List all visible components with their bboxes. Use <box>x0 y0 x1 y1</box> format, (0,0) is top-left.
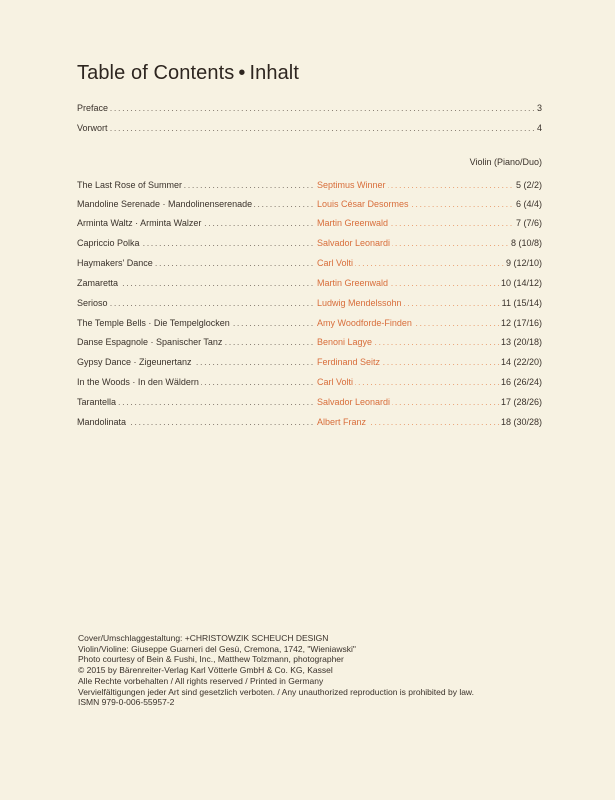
entry-title-wrap <box>77 101 110 115</box>
imprint-line: Vervielfältigungen jeder Art sind gesetzlich verboten. / Any unauthorized reproduction is prohibited by law. <box>78 686 474 697</box>
dot-leader <box>77 296 315 310</box>
entry-pages: 11 (15/14) <box>501 298 542 308</box>
toc-row[interactable] <box>77 256 542 270</box>
title-segment <box>77 335 315 349</box>
entry-title: Gypsy Dance · Zigeunertanz <box>77 357 192 367</box>
toc-row[interactable] <box>77 276 542 290</box>
toc-row[interactable] <box>77 375 542 389</box>
entry-composer: Louis César Desormes <box>317 199 409 209</box>
title-english: Table of Contents <box>77 62 235 84</box>
entry-page: 4 <box>536 123 542 133</box>
contents-column-heading: Violin (Piano/Duo) <box>469 157 542 167</box>
toc-row[interactable] <box>77 395 542 409</box>
composer-segment <box>317 395 542 409</box>
entry-composer: Salvador Leonardi <box>317 238 391 248</box>
entry-title: Vorwort <box>77 123 108 133</box>
composer-segment <box>317 276 542 290</box>
toc-row[interactable] <box>77 178 542 192</box>
imprint-line: Photo courtesy of Bein & Fushi, Inc., Matthew Tolzmann, photographer <box>78 654 344 665</box>
entry-pages: 12 (17/16) <box>500 318 542 328</box>
entry-title: Mandolinata <box>77 417 127 427</box>
entry-composer: Albert Franz <box>317 417 367 427</box>
entry-title: Tarantella <box>77 397 117 407</box>
entry-pages: 18 (30/28) <box>500 417 542 427</box>
title-segment <box>77 355 315 369</box>
toc-row[interactable] <box>77 415 542 429</box>
composer-segment <box>317 197 542 211</box>
toc-row[interactable] <box>77 316 542 330</box>
dot-leader <box>77 121 542 135</box>
title-segment <box>77 178 315 192</box>
imprint-line: © 2015 by Bärenreiter-Verlag Karl Vötterle GmbH & Co. KG, Kassel <box>78 665 333 676</box>
toc-row[interactable] <box>77 197 542 211</box>
title-segment <box>77 256 315 270</box>
imprint-line: Violin/Violine: Giuseppe Guarneri del Gesù, Cremona, 1742, "Wieniawski" <box>78 643 356 654</box>
entry-composer: Benoni Lagye <box>317 337 373 347</box>
dot-leader <box>77 101 542 115</box>
entry-title-wrap <box>77 121 110 135</box>
entry-title: Zamaretta <box>77 278 119 288</box>
entry-pages: 6 (4/4) <box>515 199 542 209</box>
title-segment <box>77 216 315 230</box>
entry-title: In the Woods · In den Wäldern <box>77 377 199 387</box>
entry-pages: 8 (10/8) <box>510 238 542 248</box>
entry-page: 3 <box>536 103 542 113</box>
imprint <box>78 633 474 708</box>
entry-title: Preface <box>77 103 109 113</box>
composer-segment <box>317 335 542 349</box>
entry-title: Mandoline Serenade · Mandolinenserenade <box>77 199 253 209</box>
imprint-line: Alle Rechte vorbehalten / All rights reserved / Printed in Germany <box>78 675 324 686</box>
title-segment <box>77 236 315 250</box>
composer-segment <box>317 355 542 369</box>
toc-row-vorwort[interactable] <box>77 121 542 135</box>
entry-title: Arminta Waltz · Arminta Walzer <box>77 218 202 228</box>
entry-composer: Ludwig Mendelssohn <box>317 298 402 308</box>
title-segment <box>77 395 315 409</box>
composer-segment <box>317 256 542 270</box>
toc-row[interactable] <box>77 335 542 349</box>
entry-title: Danse Espagnole · Spanischer Tanz <box>77 337 223 347</box>
entry-composer: Carl Volti <box>317 377 354 387</box>
page-title <box>77 62 299 85</box>
toc-row[interactable] <box>77 216 542 230</box>
composer-segment <box>317 415 542 429</box>
title-segment <box>77 276 315 290</box>
entry-title: The Last Rose of Summer <box>77 180 183 190</box>
entry-pages: 13 (20/18) <box>500 337 542 347</box>
title-segment <box>77 296 315 310</box>
entry-composer: Amy Woodforde-Finden <box>317 318 412 328</box>
entry-pages: 10 (14/12) <box>500 278 542 288</box>
toc-row[interactable] <box>77 296 542 310</box>
entry-pages: 9 (12/10) <box>505 258 542 268</box>
composer-segment <box>317 236 542 250</box>
title-segment <box>77 197 315 211</box>
toc-row[interactable] <box>77 355 542 369</box>
title-segment <box>77 375 315 389</box>
entry-composer: Martin Greenwald <box>317 278 389 288</box>
toc-row[interactable] <box>77 236 542 250</box>
entry-composer: Martin Greenwald <box>317 218 389 228</box>
toc-row-preface[interactable] <box>77 101 542 115</box>
entry-composer: Ferdinand Seitz <box>317 357 381 367</box>
imprint-line: ISMN 979-0-006-55957-2 <box>78 697 175 708</box>
entry-title: Serioso <box>77 298 108 308</box>
entry-pages: 17 (28/26) <box>500 397 542 407</box>
entry-title: Capriccio Polka <box>77 238 140 248</box>
composer-segment <box>317 216 542 230</box>
entry-composer: Septimus Winner <box>317 180 386 190</box>
entry-pages: 7 (7/6) <box>515 218 542 228</box>
composer-segment <box>317 375 542 389</box>
imprint-line: Cover/Umschlaggestaltung: +CHRISTOWZIK SCHEUCH DESIGN <box>78 633 329 643</box>
title-segment <box>77 316 315 330</box>
entry-pages: 16 (26/24) <box>500 377 542 387</box>
composer-segment <box>317 178 542 192</box>
entry-pages: 5 (2/2) <box>515 180 542 190</box>
title-segment <box>77 415 315 429</box>
entry-title: The Temple Bells · Die Tempelglocken <box>77 318 230 328</box>
entry-composer: Salvador Leonardi <box>317 397 391 407</box>
entry-pages: 14 (22/20) <box>500 357 542 367</box>
entry-title: Haymakers' Dance <box>77 258 153 268</box>
title-german: Inhalt <box>249 62 299 84</box>
composer-segment <box>317 296 542 310</box>
entry-composer: Carl Volti <box>317 258 354 268</box>
title-bullet: • <box>238 62 246 84</box>
composer-segment <box>317 316 542 330</box>
